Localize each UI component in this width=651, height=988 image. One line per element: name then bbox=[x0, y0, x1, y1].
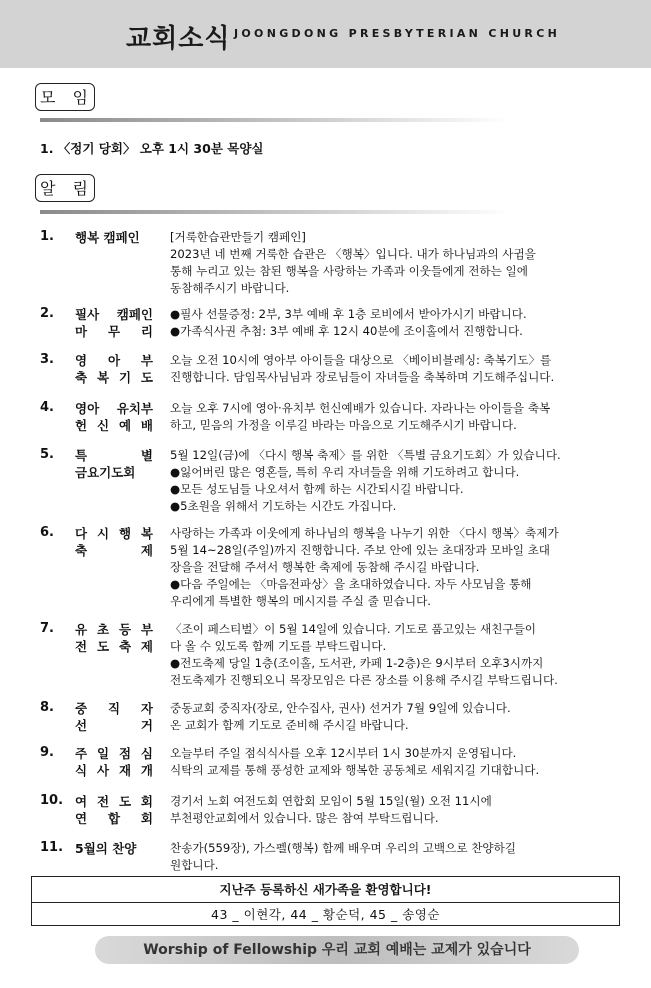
notice-body bbox=[170, 229, 620, 297]
notice-body-line: 통해 누리고 있는 참된 행복을 사랑하는 가족과 이웃들에게 전하는 일에 bbox=[170, 264, 528, 278]
page-header bbox=[0, 0, 651, 68]
notice-body-line: ●모든 성도님들 나오셔서 함께 하는 시간되시길 바랍니다. bbox=[170, 482, 464, 496]
notice-body bbox=[170, 306, 620, 340]
notice-number: 3. bbox=[40, 352, 54, 367]
notice-title-line: 특 별 bbox=[75, 448, 153, 463]
notice-body bbox=[170, 352, 620, 386]
notice-title-line: 5월의 찬양 bbox=[75, 841, 137, 856]
notice-body-line: 다 올 수 있도록 함께 기도를 부탁드립니다. bbox=[170, 639, 387, 653]
notice-title-line: 금요기도회 bbox=[75, 465, 136, 480]
notice-title-line: 영아 유치부 bbox=[75, 401, 153, 416]
section-divider bbox=[40, 210, 510, 214]
notice-title-line: 중 직 자 bbox=[75, 701, 153, 716]
notice-body-line: ●가족식사권 추첨: 3부 예배 후 12시 40분에 조이홀에서 진행합니다. bbox=[170, 324, 523, 338]
notice-body-line: 2023년 네 번째 거룩한 습관은 〈행복〉입니다. 내가 하나님과의 사귐을 bbox=[170, 247, 536, 261]
notice-title-line: 다 시 행 복 bbox=[75, 526, 153, 541]
notice-number: 1. bbox=[40, 229, 54, 244]
notice-body-line: 식탁의 교제를 통해 풍성한 교제와 행복한 공동체로 세워지길 기대합니다. bbox=[170, 763, 540, 777]
notice-body-line: 오늘 오전 10시에 영아부 아이들을 대상으로 〈베이비블레싱: 축복기도〉를 bbox=[170, 353, 552, 367]
notice-body-line: 5월 12일(금)에 〈다시 행복 축제〉를 위한 〈특별 금요기도회〉가 있습니다. bbox=[170, 448, 561, 462]
notice-body-line: 진행합니다. 담임목사님님과 장로님들이 자녀들을 축복하며 기도해주십니다. bbox=[170, 370, 555, 384]
notice-number: 11. bbox=[40, 840, 64, 855]
notice-body-line: 〈조이 페스티벌〉이 5월 14일에 있습니다. 기도로 품고있는 새친구들이 bbox=[170, 622, 536, 636]
welcome-box bbox=[31, 876, 620, 926]
notice-title-line: 축 복 기 도 bbox=[75, 370, 153, 385]
notice-body bbox=[170, 840, 620, 874]
notice-title-line: 주 일 점 심 bbox=[75, 746, 153, 761]
new-family-names: 43 _ 이현각, 44 _ 황순덕, 45 _ 송영순 bbox=[211, 907, 440, 922]
notice-body-line: 사랑하는 가족과 이웃에게 하나님의 행복을 나누기 위한 〈다시 행복〉축제가 bbox=[170, 526, 559, 540]
notice-body bbox=[170, 400, 620, 434]
notice-number: 10. bbox=[40, 793, 64, 808]
bulletin-title: 교회소식 bbox=[126, 24, 231, 54]
notice-body-line: ●다음 주일에는 〈마음전파상〉을 초대하였습니다. 자두 사모님을 통해 bbox=[170, 577, 532, 591]
notice-body-line: 전도축제가 진행되오니 목장모임은 다른 장소를 이용해 주시길 부탁드립니다. bbox=[170, 673, 558, 687]
notice-body-line: ●잃어버린 많은 영혼들, 특히 우리 자녀들을 위해 기도하려고 합니다. bbox=[170, 465, 520, 479]
notice-title-line: 선 거 bbox=[75, 718, 153, 733]
notice-body bbox=[170, 793, 620, 827]
notice-title-line: 연 합 회 bbox=[75, 811, 153, 826]
notice-body-line: 중동교회 중직자(장로, 안수집사, 권사) 선거가 7월 9일에 있습니다. bbox=[170, 701, 511, 715]
notice-body bbox=[170, 700, 620, 734]
footer-banner: Worship of Fellowship 우리 교회 예배는 교제가 있습니다 bbox=[95, 936, 579, 964]
notice-title-line: 여 전 도 회 bbox=[75, 794, 153, 809]
notice-title-line: 식 사 재 개 bbox=[75, 763, 153, 778]
notice-title-line: 축 제 bbox=[75, 543, 153, 558]
meeting-item: 1. 〈정기 당회〉 오후 1시 30분 목양실 bbox=[40, 141, 264, 156]
notice-number: 7. bbox=[40, 621, 54, 636]
notice-body-line: 오늘 오후 7시에 영아·유치부 헌신예배가 있습니다. 자라나는 아이들을 축복 bbox=[170, 401, 551, 415]
welcome-title: 지난주 등록하신 새가족을 환영합니다! bbox=[32, 877, 619, 903]
notice-number: 2. bbox=[40, 306, 54, 321]
notice-body-line: 원합니다. bbox=[170, 858, 219, 872]
notice-body-line: 오늘부터 주일 점식식사를 오후 12시부터 1시 30분까지 운영됩니다. bbox=[170, 746, 517, 760]
notice-body-line: 5월 14~28일(주일)까지 진행합니다. 주보 안에 있는 초대장과 모바일 초대 bbox=[170, 543, 551, 557]
notice-title-line: 마 무 리 bbox=[75, 324, 153, 339]
notice-body-line: 장을을 전달해 주셔서 행복한 축제에 동참해 주시길 바랍니다. bbox=[170, 560, 480, 574]
notice-title-line: 영 아 부 bbox=[75, 353, 153, 368]
notice-title-line: 전 도 축 제 bbox=[75, 639, 153, 654]
notice-body-line: 온 교회가 함께 기도로 준비해 주시길 바랍니다. bbox=[170, 718, 409, 732]
notice-number: 8. bbox=[40, 700, 54, 715]
notice-body-line: 부천평안교회에서 있습니다. 많은 참여 부탁드립니다. bbox=[170, 811, 439, 825]
notice-body-line: ●5초원을 위해서 기도하는 시간도 가집니다. bbox=[170, 499, 397, 513]
notice-body-line: 경기서 노회 여전도회 연합회 모임이 5월 15일(월) 오전 11시에 bbox=[170, 794, 492, 808]
notice-title-line: 행복 캠페인 bbox=[75, 230, 140, 245]
notice-body-line: 하고, 믿음의 가정을 이루길 바라는 마음으로 기도해주시기 바랍니다. bbox=[170, 418, 517, 432]
notice-body bbox=[170, 525, 620, 610]
section-divider bbox=[40, 118, 510, 122]
notice-body-line: 찬송가(559장), 가스펠(행복) 함께 배우며 우리의 고백으로 찬양하길 bbox=[170, 841, 517, 855]
notice-body-line: ●필사 선물증정: 2부, 3부 예배 후 1층 로비에서 받아가시기 바랍니다. bbox=[170, 307, 527, 321]
notice-body-line: 우리에게 특별한 행복의 메시지를 주실 줄 믿습니다. bbox=[170, 594, 431, 608]
notice-body bbox=[170, 621, 620, 689]
section-label-meetings: 모 임 bbox=[35, 83, 95, 111]
notice-title-line: 헌 신 예 배 bbox=[75, 418, 153, 433]
notice-number: 4. bbox=[40, 400, 54, 415]
notice-title-line: 필사 캠페인 bbox=[75, 307, 153, 322]
notice-body-line: [거룩한습관만들기 캠페인] bbox=[170, 230, 306, 244]
notice-body-line: 동참해주시기 바랍니다. bbox=[170, 281, 290, 295]
section-label-notices: 알 림 bbox=[35, 174, 95, 202]
notice-body bbox=[170, 745, 620, 779]
notice-title-line: 유 초 등 부 bbox=[75, 622, 153, 637]
notice-number: 6. bbox=[40, 525, 54, 540]
notice-body bbox=[170, 447, 620, 515]
notice-number: 9. bbox=[40, 745, 54, 760]
church-name: JOONGDONG PRESBYTERIAN CHURCH bbox=[234, 27, 561, 40]
notice-number: 5. bbox=[40, 447, 54, 462]
notice-body-line: ●전도축제 당일 1층(조이홀, 도서관, 카페 1-2층)은 9시부터 오후3시까지 bbox=[170, 656, 544, 670]
